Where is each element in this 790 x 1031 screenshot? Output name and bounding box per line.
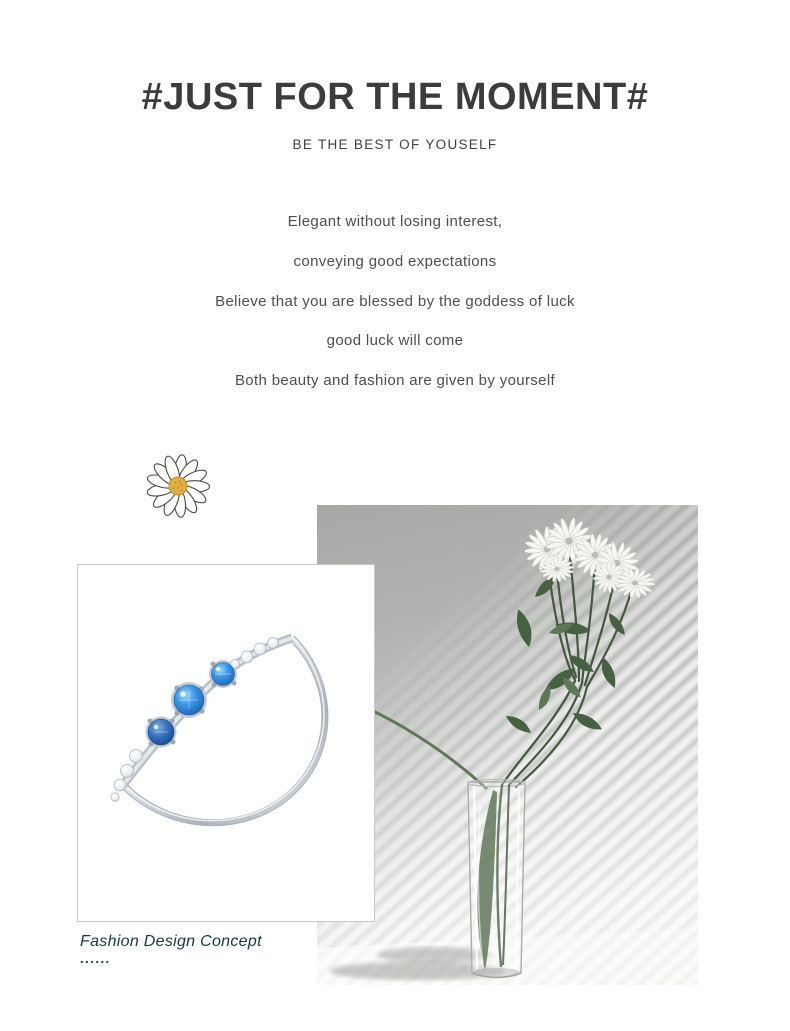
page-title: #JUST FOR THE MOMENT# <box>141 76 649 118</box>
page-subtitle: BE THE BEST OF YOUSELF <box>292 137 498 152</box>
ring-graphic <box>77 564 375 922</box>
tagline-line: conveying good expectations <box>293 253 497 270</box>
silver-ring-with-blue-gemstones-photo <box>77 564 375 922</box>
footer-dots: ...... <box>80 951 111 966</box>
footer-caption: Fashion Design Concept <box>80 933 262 950</box>
daisy-flower-icon <box>147 450 213 520</box>
tagline-line: Elegant without losing interest, <box>287 213 503 230</box>
tagline-line: Both beauty and fashion are given by yourself <box>234 372 556 389</box>
tagline-line: good luck will come <box>326 332 464 349</box>
tagline-line: Believe that you are blessed by the goddess of luck <box>215 293 575 310</box>
